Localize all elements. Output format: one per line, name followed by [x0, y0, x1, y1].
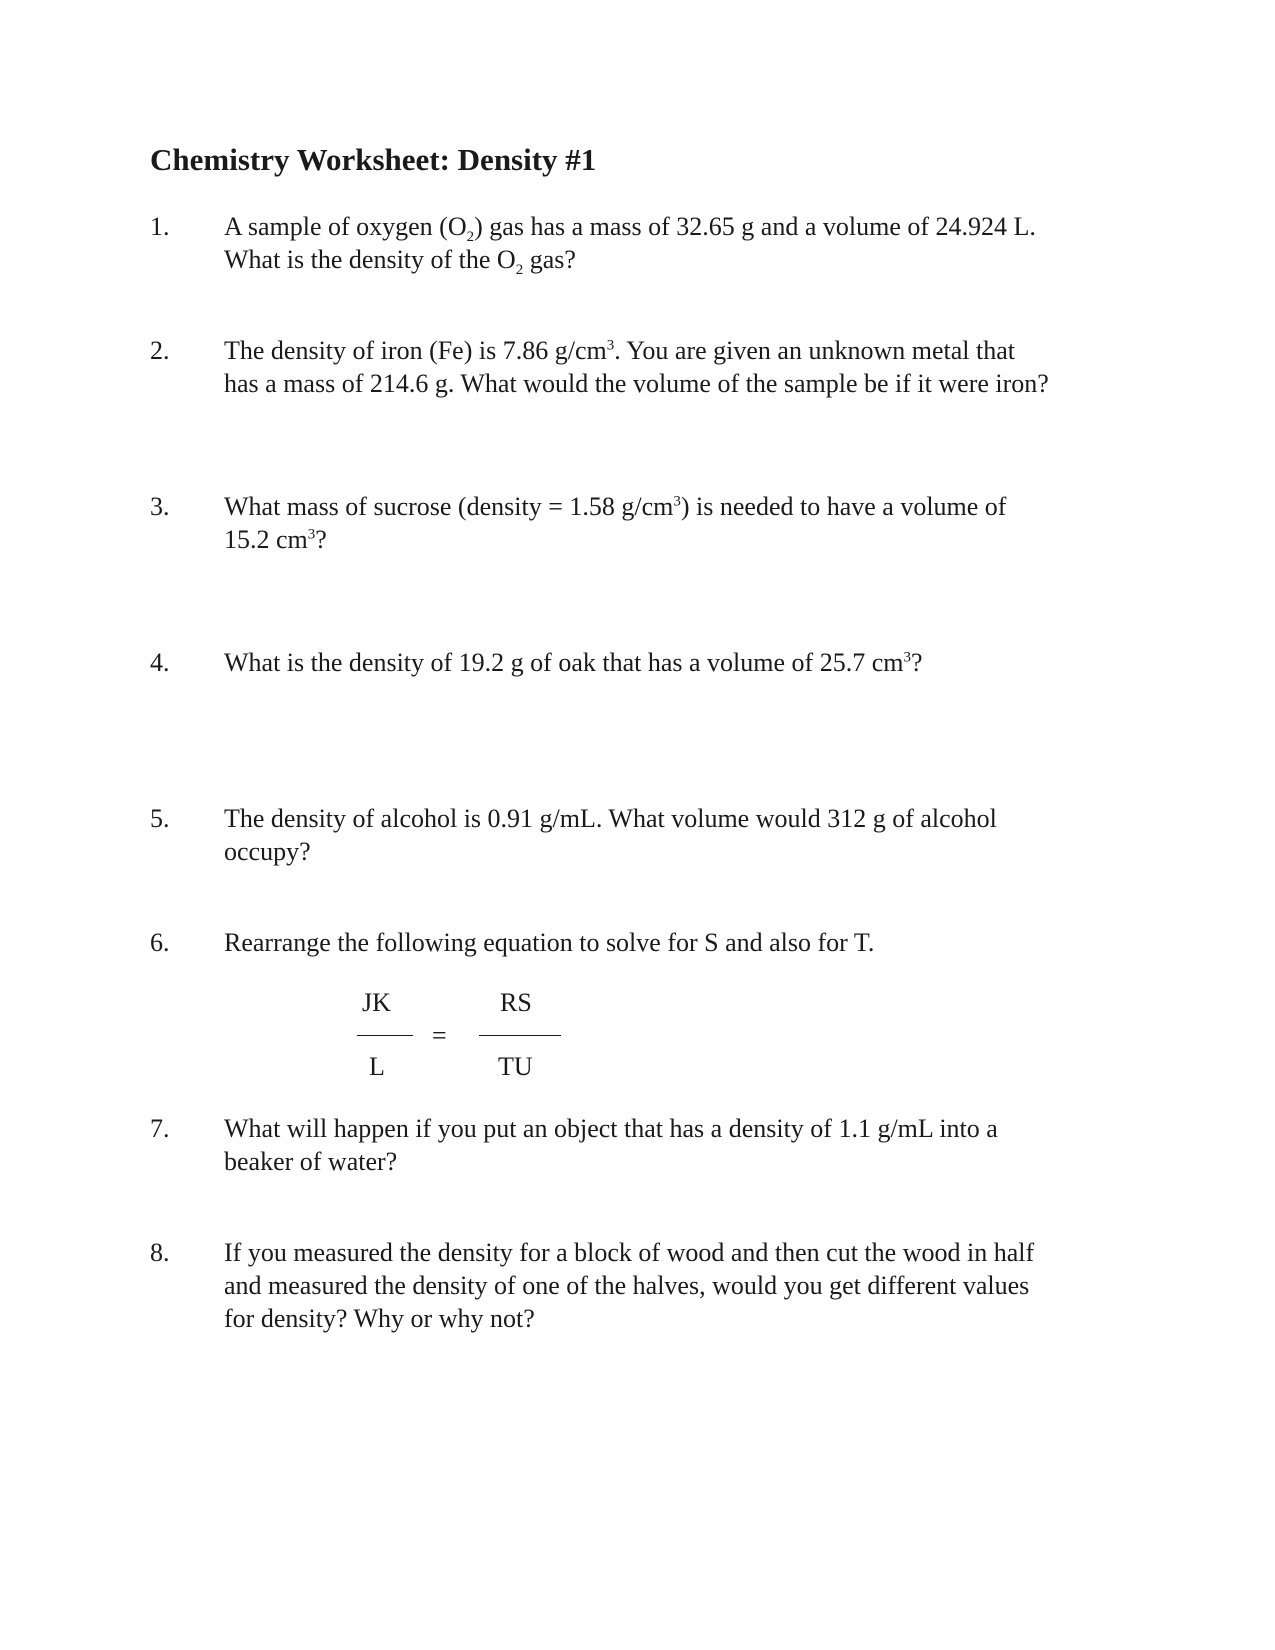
question-line: What will happen if you put an object that has a density of 1.1 g/mL into a	[224, 1114, 998, 1143]
question-number: 8.	[150, 1238, 170, 1267]
superscript: 3	[903, 649, 911, 666]
text-run: ) is needed to have a volume of	[680, 492, 1007, 521]
question-text	[224, 334, 1144, 400]
question-text	[224, 646, 1144, 679]
text-run: ?	[910, 648, 923, 677]
text-run: What is the density of 19.2 g of oak that has a volume of 25.7 cm	[224, 648, 904, 677]
question-line	[224, 243, 1144, 279]
text-run: The density of iron (Fe) is 7.86 g/cm	[224, 336, 607, 365]
subscript: 2	[515, 262, 524, 279]
question-number: 7.	[150, 1114, 170, 1143]
text-run: What mass of sucrose (density = 1.58 g/cm	[224, 492, 674, 521]
question-line: If you measured the density for a block of wood and then cut the wood in half	[224, 1238, 1035, 1267]
question-line	[224, 523, 1144, 556]
question-line: has a mass of 214.6 g. What would the volume of the sample be if it were iron?	[224, 369, 1049, 398]
superscript: 3	[673, 493, 681, 510]
question-line: and measured the density of one of the halves, would you get different values	[224, 1271, 1030, 1300]
question-text	[224, 490, 1144, 556]
text-run: ) gas has a mass of 32.65 g and a volume of 24.924 L.	[474, 212, 1036, 241]
question-number: 3.	[150, 492, 170, 521]
text-run: . You are given an unknown metal that	[614, 336, 1015, 365]
text-run: A sample of oxygen (O	[224, 212, 467, 241]
question-text	[224, 802, 1144, 868]
question-line	[224, 334, 1144, 367]
text-run: ?	[315, 525, 327, 554]
superscript: 3	[307, 526, 316, 543]
question-line	[224, 646, 1144, 679]
question-text	[224, 1112, 1144, 1178]
equals-sign: =	[432, 1021, 447, 1050]
superscript: 3	[606, 337, 615, 354]
left-denominator: L	[369, 1052, 385, 1081]
question-line	[224, 210, 1144, 246]
text-run: 15.2 cm	[224, 525, 308, 554]
right-fraction-bar	[479, 1035, 561, 1036]
question-line: occupy?	[224, 837, 311, 866]
right-denominator: TU	[498, 1052, 533, 1081]
question-number: 5.	[150, 804, 170, 833]
question-number: 1.	[150, 212, 170, 241]
question-line: The density of alcohol is 0.91 g/mL. What volume would 312 g of alcohol	[224, 804, 997, 833]
question-text	[224, 1236, 1144, 1335]
question-number: 2.	[150, 336, 170, 365]
left-numerator: JK	[362, 988, 391, 1017]
question-line: beaker of water?	[224, 1147, 398, 1176]
page-title: Chemistry Worksheet: Density #1	[150, 142, 597, 177]
question-number: 6.	[150, 928, 170, 957]
question-text	[224, 210, 1144, 279]
question-number: 4.	[150, 648, 170, 677]
question-text	[224, 926, 1144, 959]
left-fraction-bar	[357, 1035, 413, 1036]
question-line	[224, 490, 1144, 523]
question-line: for density? Why or why not?	[224, 1304, 535, 1333]
right-numerator: RS	[500, 988, 532, 1017]
text-run: gas?	[523, 245, 576, 274]
subscript: 2	[466, 229, 475, 246]
question-line: Rearrange the following equation to solve for S and also for T.	[224, 928, 875, 957]
text-run: What is the density of the O	[224, 245, 516, 274]
